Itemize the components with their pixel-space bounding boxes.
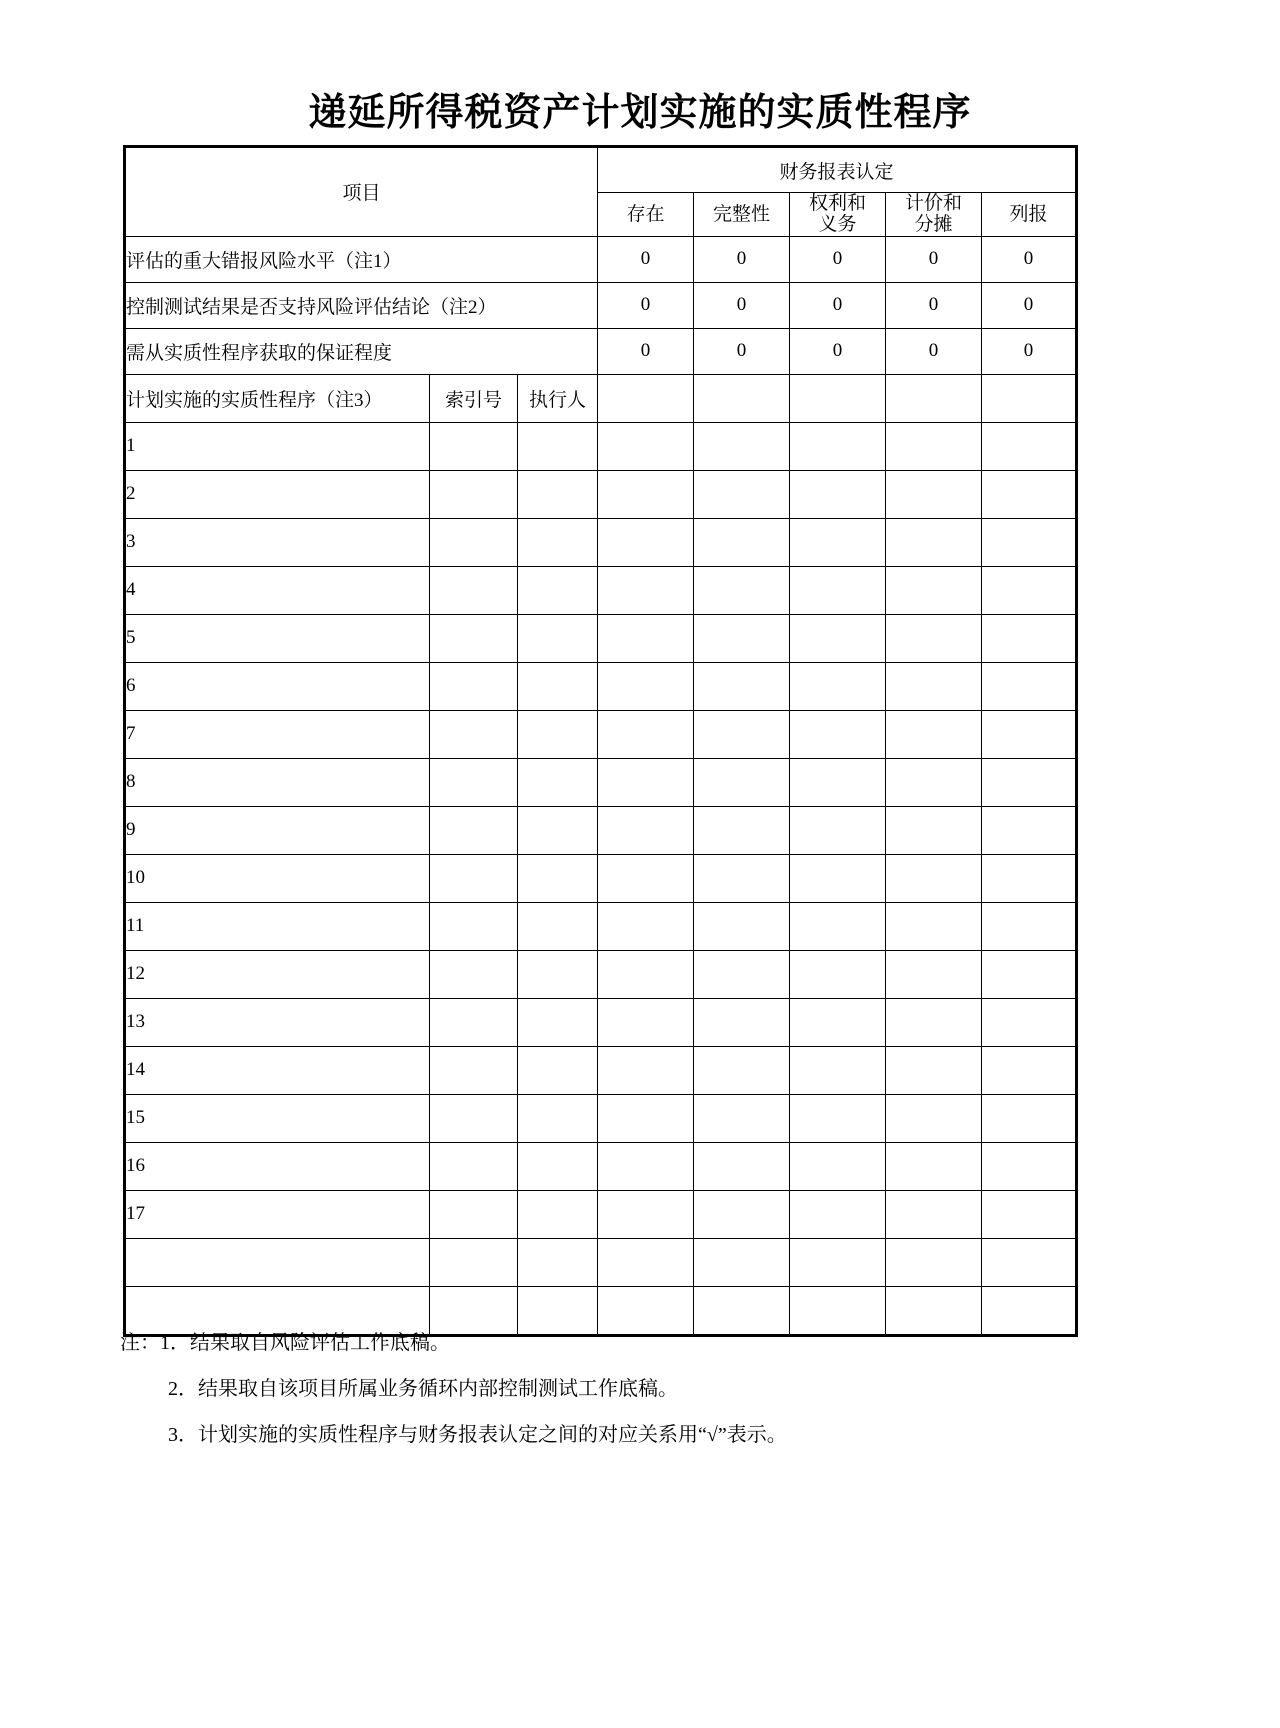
- procedure-assertion-cell-7-4[interactable]: [982, 758, 1077, 806]
- procedure-assertion-cell-10-1[interactable]: [694, 902, 790, 950]
- header-assertion-1: [694, 193, 790, 237]
- procedure-assertion-cell-8-0[interactable]: [598, 806, 694, 854]
- assessment-label-1: 控制测试结果是否支持风险评估结论（注2）: [125, 282, 598, 328]
- procedure-number-8[interactable]: 9: [125, 806, 430, 854]
- procedure-index-cell-10[interactable]: [430, 902, 518, 950]
- assessment-value-1-1[interactable]: 0: [694, 282, 790, 328]
- assessment-value-1-3[interactable]: 0: [886, 282, 982, 328]
- procedure-index-cell-5[interactable]: [430, 662, 518, 710]
- procedure-performer-cell-14[interactable]: [518, 1094, 598, 1142]
- procedure-assertion-cell-13-1[interactable]: [694, 1046, 790, 1094]
- procedure-row: [125, 902, 1077, 950]
- header-assertion-0: [598, 193, 694, 237]
- procedure-number-7[interactable]: 8: [125, 758, 430, 806]
- procedure-row: [125, 1046, 1077, 1094]
- procedure-assertion-cell-11-2[interactable]: [790, 950, 886, 998]
- procedure-number-11[interactable]: 12: [125, 950, 430, 998]
- procedure-performer-cell-0[interactable]: [518, 422, 598, 470]
- procedure-assertion-cell-14-0[interactable]: [598, 1094, 694, 1142]
- procedure-number-1[interactable]: 2: [125, 470, 430, 518]
- procedure-assertion-cell-1-4[interactable]: [982, 470, 1077, 518]
- table-row: [125, 328, 1077, 374]
- procedure-assertion-cell-17-2[interactable]: [790, 1238, 886, 1286]
- procedure-number-4[interactable]: 5: [125, 614, 430, 662]
- procedure-assertion-cell-2-0[interactable]: [598, 518, 694, 566]
- procedure-assertion-cell-18-0[interactable]: [598, 1286, 694, 1335]
- header-item: 项目: [125, 147, 598, 237]
- procedure-performer-cell-15[interactable]: [518, 1142, 598, 1190]
- procedure-assertion-cell-12-1[interactable]: [694, 998, 790, 1046]
- procedure-number-5[interactable]: 6: [125, 662, 430, 710]
- procedure-index-cell-18[interactable]: [430, 1286, 518, 1335]
- procedure-row: [125, 470, 1077, 518]
- procedure-row: [125, 854, 1077, 902]
- procedure-row: [125, 1238, 1077, 1286]
- procedure-index-cell-14[interactable]: [430, 1094, 518, 1142]
- header-index-no: 索引号: [430, 374, 518, 422]
- procedure-assertion-cell-3-3[interactable]: [886, 566, 982, 614]
- procedure-performer-cell-8[interactable]: [518, 806, 598, 854]
- procedure-index-cell-15[interactable]: [430, 1142, 518, 1190]
- procedure-assertion-cell-5-3[interactable]: [886, 662, 982, 710]
- procedure-assertion-cell-16-0[interactable]: [598, 1190, 694, 1238]
- note-text-2: 2．结果取自该项目所属业务循环内部控制测试工作底稿。: [168, 1378, 678, 1400]
- procedure-assertion-cell-17-1[interactable]: [694, 1238, 790, 1286]
- procedure-assertion-cell-15-1[interactable]: [694, 1142, 790, 1190]
- procedure-number-12[interactable]: 13: [125, 998, 430, 1046]
- procedure-row: [125, 758, 1077, 806]
- procedure-assertion-cell-13-0[interactable]: [598, 1046, 694, 1094]
- procedure-header-assertion-spacer-0: [598, 374, 694, 422]
- procedure-performer-cell-6[interactable]: [518, 710, 598, 758]
- procedure-performer-cell-7[interactable]: [518, 758, 598, 806]
- procedure-performer-cell-11[interactable]: [518, 950, 598, 998]
- procedure-assertion-cell-6-2[interactable]: [790, 710, 886, 758]
- page-title: 递延所得税资产计划实施的实质性程序: [308, 92, 972, 134]
- procedure-index-cell-4[interactable]: [430, 614, 518, 662]
- note-text-3: 3．计划实施的实质性程序与财务报表认定之间的对应关系用“√”表示。: [168, 1424, 787, 1446]
- procedure-performer-cell-10[interactable]: [518, 902, 598, 950]
- procedure-performer-cell-1[interactable]: [518, 470, 598, 518]
- procedure-row: [125, 1142, 1077, 1190]
- procedure-assertion-cell-1-0[interactable]: [598, 470, 694, 518]
- procedure-header-assertion-spacer-3: [886, 374, 982, 422]
- procedure-assertion-cell-14-3[interactable]: [886, 1094, 982, 1142]
- procedure-performer-cell-3[interactable]: [518, 566, 598, 614]
- header-assertion-line1-3: 计价和: [905, 193, 963, 214]
- procedure-assertion-cell-6-4[interactable]: [982, 710, 1077, 758]
- assessment-value-2-3[interactable]: 0: [886, 328, 982, 374]
- procedure-assertion-cell-18-4[interactable]: [982, 1286, 1077, 1335]
- procedure-assertion-cell-3-2[interactable]: [790, 566, 886, 614]
- procedure-assertion-cell-17-3[interactable]: [886, 1238, 982, 1286]
- procedure-number-9[interactable]: 10: [125, 854, 430, 902]
- procedure-index-cell-6[interactable]: [430, 710, 518, 758]
- procedure-assertion-cell-12-2[interactable]: [790, 998, 886, 1046]
- header-assertion-line2-2: 义务: [818, 214, 857, 236]
- procedure-row: [125, 1190, 1077, 1238]
- procedure-assertion-cell-3-4[interactable]: [982, 566, 1077, 614]
- procedure-assertion-cell-2-3[interactable]: [886, 518, 982, 566]
- procedure-assertion-cell-2-4[interactable]: [982, 518, 1077, 566]
- procedure-row: [125, 566, 1077, 614]
- procedure-index-cell-3[interactable]: [430, 566, 518, 614]
- procedure-assertion-cell-3-1[interactable]: [694, 566, 790, 614]
- header-assertion-2: [790, 193, 886, 237]
- procedure-assertion-cell-5-0[interactable]: [598, 662, 694, 710]
- procedure-assertion-cell-0-4[interactable]: [982, 422, 1077, 470]
- procedure-assertion-cell-11-0[interactable]: [598, 950, 694, 998]
- procedure-assertion-cell-10-0[interactable]: [598, 902, 694, 950]
- procedure-assertion-cell-4-0[interactable]: [598, 614, 694, 662]
- procedure-assertion-cell-15-3[interactable]: [886, 1142, 982, 1190]
- procedure-assertion-cell-15-0[interactable]: [598, 1142, 694, 1190]
- assessment-value-0-4[interactable]: 0: [982, 236, 1077, 282]
- procedure-index-cell-8[interactable]: [430, 806, 518, 854]
- procedure-number-3[interactable]: 4: [125, 566, 430, 614]
- header-assertion-line1-0: 存在: [626, 203, 665, 225]
- procedure-assertion-cell-17-0[interactable]: [598, 1238, 694, 1286]
- procedure-assertion-cell-1-1[interactable]: [694, 470, 790, 518]
- procedure-assertion-cell-7-1[interactable]: [694, 758, 790, 806]
- procedure-assertion-cell-6-1[interactable]: [694, 710, 790, 758]
- assessment-label-2: 需从实质性程序获取的保证程度: [125, 328, 598, 374]
- procedure-number-15[interactable]: 16: [125, 1142, 430, 1190]
- procedure-header-assertion-spacer-2: [790, 374, 886, 422]
- procedure-number-16[interactable]: 17: [125, 1190, 430, 1238]
- procedure-assertion-cell-11-3[interactable]: [886, 950, 982, 998]
- procedure-assertion-cell-13-2[interactable]: [790, 1046, 886, 1094]
- procedure-performer-cell-5[interactable]: [518, 662, 598, 710]
- procedure-assertion-cell-12-4[interactable]: [982, 998, 1077, 1046]
- procedure-assertion-cell-13-3[interactable]: [886, 1046, 982, 1094]
- procedure-header-assertion-spacer-1: [694, 374, 790, 422]
- procedure-assertion-cell-8-3[interactable]: [886, 806, 982, 854]
- procedure-assertion-cell-0-1[interactable]: [694, 422, 790, 470]
- procedure-assertion-cell-15-4[interactable]: [982, 1142, 1077, 1190]
- header-procedure-label: 计划实施的实质性程序（注3）: [125, 374, 430, 422]
- procedure-assertion-cell-4-4[interactable]: [982, 614, 1077, 662]
- procedure-row: [125, 662, 1077, 710]
- procedure-assertion-cell-2-1[interactable]: [694, 518, 790, 566]
- procedure-assertion-cell-9-0[interactable]: [598, 854, 694, 902]
- procedure-assertion-cell-13-4[interactable]: [982, 1046, 1077, 1094]
- procedure-assertion-cell-14-2[interactable]: [790, 1094, 886, 1142]
- procedure-header-row: [125, 374, 1077, 422]
- assessment-value-0-1[interactable]: 0: [694, 236, 790, 282]
- procedure-assertion-cell-10-2[interactable]: [790, 902, 886, 950]
- procedure-number-18[interactable]: [125, 1286, 430, 1335]
- procedure-row: [125, 950, 1077, 998]
- assessment-value-2-1[interactable]: 0: [694, 328, 790, 374]
- procedure-number-10[interactable]: 11: [125, 902, 430, 950]
- procedure-assertion-cell-0-2[interactable]: [790, 422, 886, 470]
- procedure-assertion-cell-5-2[interactable]: [790, 662, 886, 710]
- note-line-1: [120, 1333, 1120, 1353]
- procedure-index-cell-7[interactable]: [430, 758, 518, 806]
- procedure-assertion-cell-7-2[interactable]: [790, 758, 886, 806]
- procedure-index-cell-1[interactable]: [430, 470, 518, 518]
- notes-block: [120, 1333, 1120, 1471]
- procedure-index-cell-16[interactable]: [430, 1190, 518, 1238]
- procedure-index-cell-13[interactable]: [430, 1046, 518, 1094]
- procedure-number-6[interactable]: 7: [125, 710, 430, 758]
- substantive-procedures-table-wrap: [123, 145, 1075, 1337]
- procedure-assertion-cell-9-3[interactable]: [886, 854, 982, 902]
- assessment-value-2-4[interactable]: 0: [982, 328, 1077, 374]
- procedure-assertion-cell-9-4[interactable]: [982, 854, 1077, 902]
- procedure-assertion-cell-16-3[interactable]: [886, 1190, 982, 1238]
- procedure-assertion-cell-12-0[interactable]: [598, 998, 694, 1046]
- procedure-assertion-cell-6-0[interactable]: [598, 710, 694, 758]
- procedure-assertion-cell-17-4[interactable]: [982, 1238, 1077, 1286]
- table-row: [125, 282, 1077, 328]
- procedure-assertion-cell-10-4[interactable]: [982, 902, 1077, 950]
- procedure-assertion-cell-7-3[interactable]: [886, 758, 982, 806]
- procedure-performer-cell-17[interactable]: [518, 1238, 598, 1286]
- substantive-procedures-table: [123, 145, 1078, 1337]
- assessment-value-2-2[interactable]: 0: [790, 328, 886, 374]
- procedure-assertion-cell-2-2[interactable]: [790, 518, 886, 566]
- procedure-assertion-cell-4-3[interactable]: [886, 614, 982, 662]
- procedure-assertion-cell-1-3[interactable]: [886, 470, 982, 518]
- procedure-row: [125, 1286, 1077, 1335]
- procedure-assertion-cell-9-1[interactable]: [694, 854, 790, 902]
- assessment-value-1-2[interactable]: 0: [790, 282, 886, 328]
- procedure-assertion-cell-11-4[interactable]: [982, 950, 1077, 998]
- procedure-assertion-cell-16-1[interactable]: [694, 1190, 790, 1238]
- procedure-assertion-cell-0-0[interactable]: [598, 422, 694, 470]
- procedure-index-cell-12[interactable]: [430, 998, 518, 1046]
- procedure-assertion-cell-8-2[interactable]: [790, 806, 886, 854]
- procedure-assertion-cell-18-1[interactable]: [694, 1286, 790, 1335]
- header-assertion-line1-1: 完整性: [713, 203, 771, 225]
- procedure-assertion-cell-18-3[interactable]: [886, 1286, 982, 1335]
- procedure-assertion-cell-14-4[interactable]: [982, 1094, 1077, 1142]
- procedure-number-2[interactable]: 3: [125, 518, 430, 566]
- notes-prefix: 注：: [120, 1332, 160, 1354]
- procedure-assertion-cell-16-2[interactable]: [790, 1190, 886, 1238]
- procedure-performer-cell-16[interactable]: [518, 1190, 598, 1238]
- procedure-assertion-cell-1-2[interactable]: [790, 470, 886, 518]
- procedure-assertion-cell-10-3[interactable]: [886, 902, 982, 950]
- procedure-number-17[interactable]: [125, 1238, 430, 1286]
- header-assertion-line1-4: 列报: [1009, 203, 1048, 225]
- assessment-value-1-4[interactable]: 0: [982, 282, 1077, 328]
- header-assertion-3: [886, 193, 982, 237]
- procedure-assertion-cell-18-2[interactable]: [790, 1286, 886, 1335]
- procedure-assertion-cell-14-1[interactable]: [694, 1094, 790, 1142]
- procedure-assertion-cell-0-3[interactable]: [886, 422, 982, 470]
- header-assertion-4: [982, 193, 1077, 237]
- procedure-assertion-cell-15-2[interactable]: [790, 1142, 886, 1190]
- procedure-row: [125, 998, 1077, 1046]
- procedure-header-assertion-spacer-4: [982, 374, 1077, 422]
- procedure-assertion-cell-4-1[interactable]: [694, 614, 790, 662]
- procedure-assertion-cell-9-2[interactable]: [790, 854, 886, 902]
- assessment-value-0-2[interactable]: 0: [790, 236, 886, 282]
- procedure-performer-cell-9[interactable]: [518, 854, 598, 902]
- procedure-performer-cell-13[interactable]: [518, 1046, 598, 1094]
- procedure-index-cell-9[interactable]: [430, 854, 518, 902]
- procedure-row: [125, 422, 1077, 470]
- procedure-row: [125, 806, 1077, 854]
- procedure-performer-cell-18[interactable]: [518, 1286, 598, 1335]
- header-assertions-group: 财务报表认定: [598, 147, 1077, 193]
- procedure-assertion-cell-4-2[interactable]: [790, 614, 886, 662]
- procedure-index-cell-17[interactable]: [430, 1238, 518, 1286]
- assessment-value-2-0[interactable]: 0: [598, 328, 694, 374]
- procedure-assertion-cell-8-1[interactable]: [694, 806, 790, 854]
- note-line-3: [120, 1425, 1120, 1445]
- note-line-2: [120, 1379, 1120, 1399]
- procedure-assertion-cell-16-4[interactable]: [982, 1190, 1077, 1238]
- procedure-row: [125, 710, 1077, 758]
- procedure-assertion-cell-8-4[interactable]: [982, 806, 1077, 854]
- procedure-number-14[interactable]: 15: [125, 1094, 430, 1142]
- table-row: [125, 236, 1077, 282]
- assessment-value-0-3[interactable]: 0: [886, 236, 982, 282]
- procedure-number-0[interactable]: 1: [125, 422, 430, 470]
- procedure-assertion-cell-5-1[interactable]: [694, 662, 790, 710]
- procedure-performer-cell-4[interactable]: [518, 614, 598, 662]
- note-text-1: 1．结果取自风险评估工作底稿。: [160, 1332, 450, 1354]
- procedure-index-cell-2[interactable]: [430, 518, 518, 566]
- procedure-index-cell-11[interactable]: [430, 950, 518, 998]
- procedure-index-cell-0[interactable]: [430, 422, 518, 470]
- header-assertion-line1-2: 权利和: [809, 193, 867, 214]
- procedure-row: [125, 518, 1077, 566]
- procedure-performer-cell-12[interactable]: [518, 998, 598, 1046]
- procedure-row: [125, 614, 1077, 662]
- assessment-value-0-0[interactable]: 0: [598, 236, 694, 282]
- procedure-performer-cell-2[interactable]: [518, 518, 598, 566]
- table-header-row-group: [125, 147, 1077, 193]
- procedure-assertion-cell-12-3[interactable]: [886, 998, 982, 1046]
- procedure-assertion-cell-3-0[interactable]: [598, 566, 694, 614]
- assessment-value-1-0[interactable]: 0: [598, 282, 694, 328]
- procedure-assertion-cell-5-4[interactable]: [982, 662, 1077, 710]
- procedure-assertion-cell-7-0[interactable]: [598, 758, 694, 806]
- procedure-assertion-cell-11-1[interactable]: [694, 950, 790, 998]
- procedure-row: [125, 1094, 1077, 1142]
- procedure-number-13[interactable]: 14: [125, 1046, 430, 1094]
- procedure-assertion-cell-6-3[interactable]: [886, 710, 982, 758]
- header-performer: 执行人: [518, 374, 598, 422]
- header-assertion-line2-3: 分摊: [914, 214, 953, 236]
- assessment-label-0: 评估的重大错报风险水平（注1）: [125, 236, 598, 282]
